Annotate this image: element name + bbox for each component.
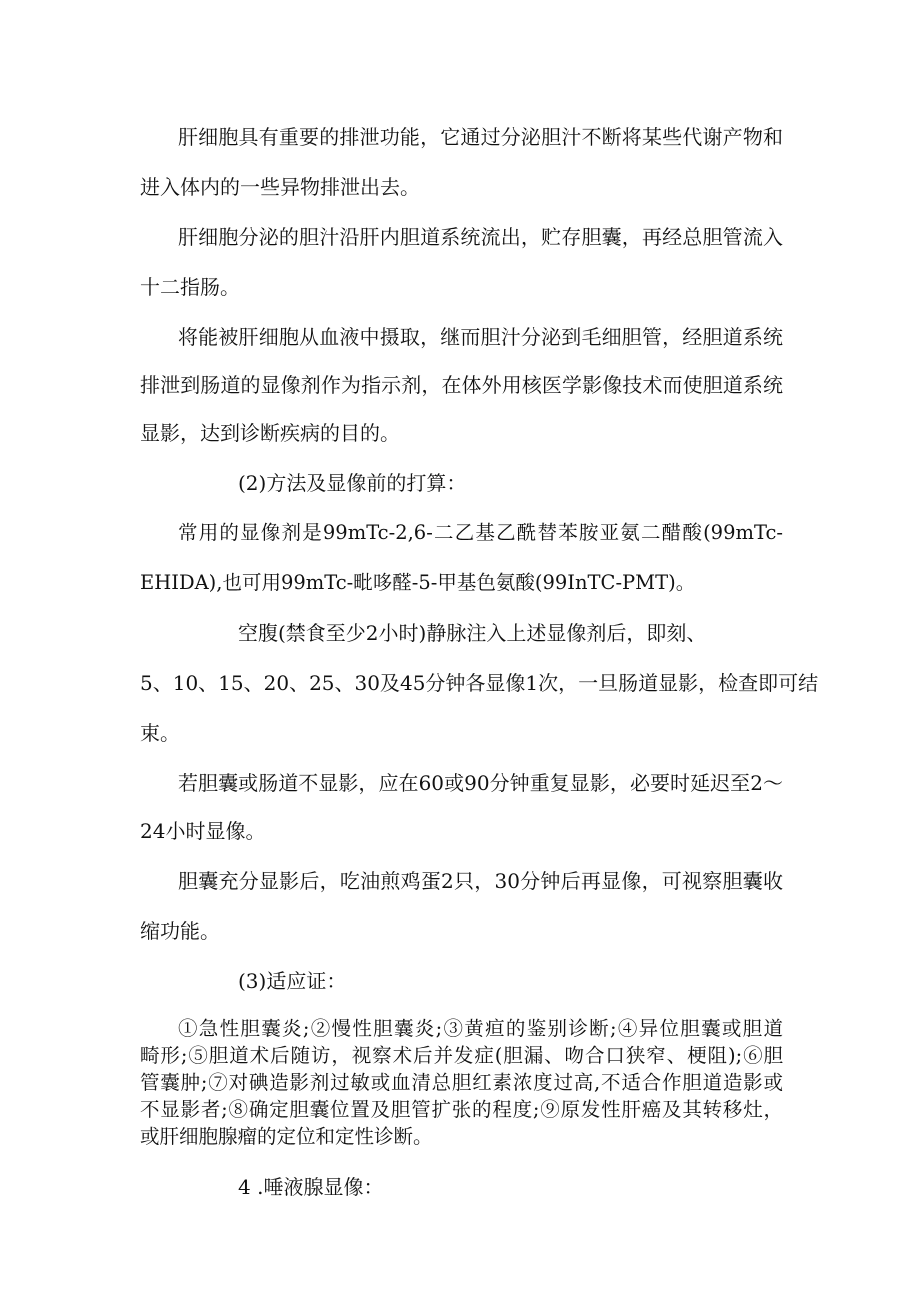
paragraph-8-line-4: 不显影者;⑧确定胆囊位置及胆管扩张的程度;⑨原发性肝癌及其转移灶， <box>140 1098 783 1121</box>
paragraph-8-line-5: 或肝细胞腺瘤的定位和定性诊断。 <box>140 1125 433 1148</box>
paragraph-3-line-2: 排泄到肠道的显像剂作为指示剂，在体外用核医学影像技术而使胆道系统 <box>140 373 783 397</box>
paragraph-6-line-2: 24小时显像。 <box>140 819 266 843</box>
paragraph-5-line-2: 5、10、15、20、25、30及45分钟各显像1次，一旦肠道显影，检查即可结 <box>140 671 819 695</box>
section-heading-methods: (2)方法及显像前的打算： <box>238 471 467 495</box>
paragraph-3-line-3: 显影，达到诊断疾病的目的。 <box>140 421 400 445</box>
paragraph-8-line-1: ①急性胆囊炎;②慢性胆囊炎;③黄疸的鉴别诊断;④异位胆囊或胆道 <box>178 1017 783 1040</box>
paragraph-6-line-1: 若胆囊或肠道不显影，应在60或90分钟重复显影，必要时延迟至2～ <box>178 771 783 795</box>
paragraph-5-line-3: 束。 <box>140 721 180 745</box>
paragraph-2-line-2: 十二指肠。 <box>140 275 240 299</box>
paragraph-2-line-1: 肝细胞分泌的胆汁沿肝内胆道系统流出，贮存胆囊，再经总胆管流入 <box>178 225 783 249</box>
paragraph-7-line-2: 缩功能。 <box>140 919 220 943</box>
paragraph-4-line-2: EHIDA),也可用99mTc-毗哆醛-5-甲基色氨酸(99InTC-PMT)。 <box>140 571 696 594</box>
paragraph-1-line-1: 肝细胞具有重要的排泄功能，它通过分泌胆汁不断将某些代谢产物和 <box>178 125 783 149</box>
section-heading-indications: (3)适应证： <box>238 969 347 993</box>
paragraph-8-line-2: 畸形;⑤胆道术后随访，视察术后并发症(胆漏、吻合口狭窄、梗阻);⑥胆 <box>140 1044 783 1067</box>
paragraph-1-line-2: 进入体内的一些异物排泄出去。 <box>140 175 420 199</box>
paragraph-8-line-3: 管囊肿;⑦对碘造影剂过敏或血清总胆红素浓度过高,不适合作胆道造影或 <box>140 1071 783 1094</box>
paragraph-3-line-1: 将能被肝细胞从血液中摄取，继而胆汁分泌到毛细胆管，经胆道系统 <box>178 325 783 349</box>
paragraph-5-line-1: 空腹(禁食至少2小时)静脉注入上述显像剂后，即刻、 <box>238 621 707 645</box>
section-heading-salivary-gland: 4 .唾液腺显像： <box>238 1175 384 1199</box>
paragraph-4-line-1: 常用的显像剂是99mTc-2,6-二乙基乙酰替苯胺亚氨二醋酸(99mTc- <box>178 521 783 544</box>
paragraph-7-line-1: 胆囊充分显影后，吃油煎鸡蛋2只，30分钟后再显像，可视察胆囊收 <box>178 869 783 893</box>
